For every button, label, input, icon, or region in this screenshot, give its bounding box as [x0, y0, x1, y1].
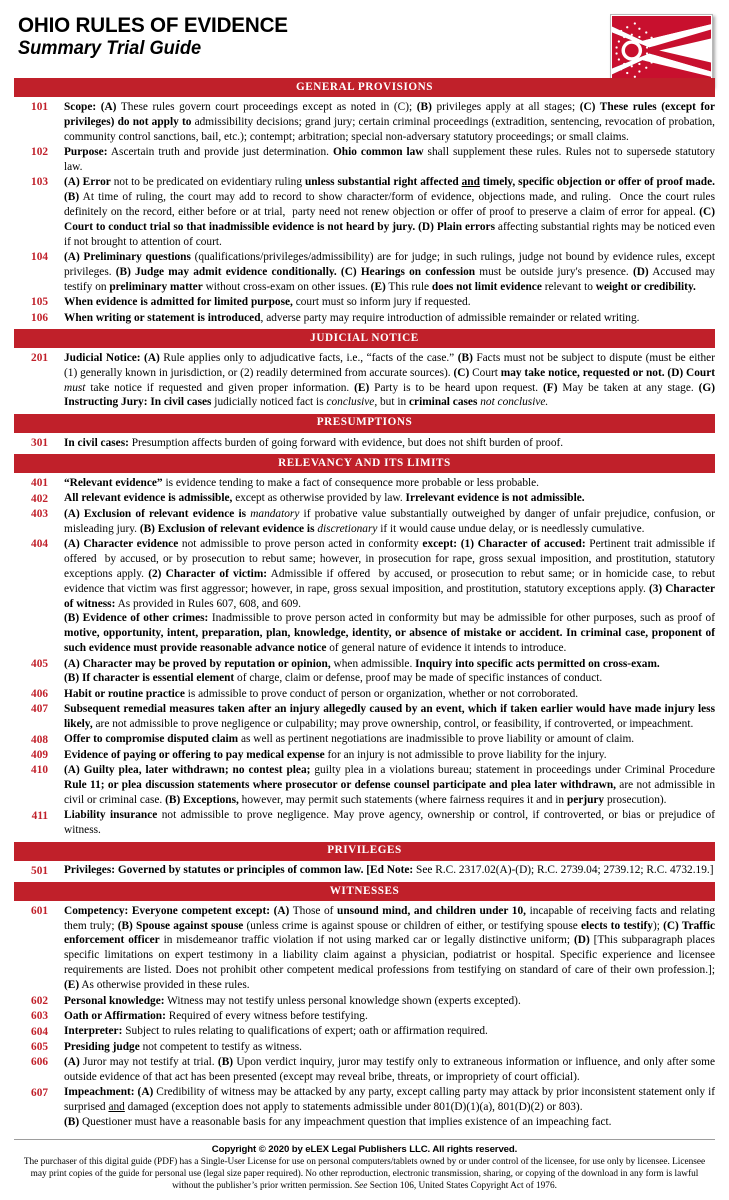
rule-text: Presiding judge not competent to testify as witness.	[64, 1040, 303, 1053]
rule-text: Liability insurance not admissible to prove negligence. May prove agency, ownership or control, if controverted, or bias or prejudice of witness.	[64, 809, 715, 837]
rule-number: 101	[31, 100, 48, 113]
rule-number: 106	[31, 311, 48, 324]
rule-text: (A) Character may be proved by reputation or opinion, when admissible. Inquiry into specific acts permitted on cross-exam. (B) If character is essential element of charge, claim or defense, proof may be made of specific instances of conduct.	[64, 657, 660, 685]
license-notice: The purchaser of this digital guide (PDF) has a Single-User License for use on personal computers/tablets owned by or under control of the licensee, for use only by licensee. Licensee may print copies of the guide for personal use (legal size paper required). No other reproduction, electronic transmission, sharing, or copying of the download in any form is lawful without the publisher’s prior written permission. See Section 106, United States Copyright Act of 1976.	[23, 1156, 706, 1191]
rule-row	[14, 1085, 715, 1130]
rule-number: 407	[31, 703, 48, 716]
rule-number: 601	[31, 904, 48, 917]
rules-list	[14, 100, 715, 326]
rule-number: 105	[31, 296, 48, 309]
rule-text: When evidence is admitted for limited purpose, court must so inform jury if requested.	[64, 296, 471, 309]
rule-row	[14, 808, 715, 838]
rule-row	[14, 1009, 715, 1024]
rule-number: 411	[31, 809, 48, 822]
rule-row	[14, 994, 715, 1009]
rule-text: All relevant evidence is admissible, except as otherwise provided by law. Irrelevant evidence is not admissible.	[64, 492, 585, 505]
rule-text: Personal knowledge: Witness may not testify unless personal knowledge shown (experts excepted).	[64, 994, 521, 1007]
rule-number: 607	[31, 1086, 48, 1099]
rule-number: 405	[31, 657, 48, 670]
rule-number: 602	[31, 994, 48, 1007]
rule-row	[14, 537, 715, 656]
rule-text: (A) Error not to be predicated on evidentiary ruling unless substantial right affected and timely, specific objection or offer of proof made. (B) At time of ruling, the court may add to record to show character/form of evidence, objections made, and ruling. Once the court rules definitely on the record, either before or at trial, party need not renew objection or offer of proof to preserve a claim of error for appeal. (C) Court to conduct trial so that inadmissible evidence is not heard by jury. (D) Plain errors affecting substantial rights may be noticed even if not brought to attention of court.	[64, 176, 715, 248]
rule-row	[14, 311, 715, 326]
rule-row	[14, 687, 715, 702]
rule-row	[14, 507, 715, 537]
rule-number: 501	[31, 864, 48, 877]
rule-number: 103	[31, 176, 48, 189]
rule-row	[14, 702, 715, 732]
rule-number: 406	[31, 687, 48, 700]
rule-number: 201	[31, 351, 48, 364]
section-heading-bar: PRESUMPTIONS	[14, 414, 715, 433]
rule-text: (A) Preliminary questions (qualifications/privileges/admissibility) are for judge; in such rulings, judge not bound by evidence rules, except privileges. (B) Judge may admit evidence conditionally. (C) Hearings on confession must be outside jury's presence. (D) Accused may testify on preliminary matter without cross-exam on other issues. (E) This rule does not limit evidence relevant to weight or credibility.	[64, 250, 716, 293]
rules-sections	[14, 78, 715, 1131]
rule-number: 404	[31, 538, 48, 551]
rule-text: (A) Exclusion of relevant evidence is mandatory if probative value substantially outweighed by danger of unfair prejudice, confusion, or misleading jury. (B) Exclusion of relevant evidence is discretionary if it would cause undue delay, or is needlessly cumulative.	[64, 507, 715, 535]
section-heading-bar: RELEVANCY AND ITS LIMITS	[14, 454, 715, 473]
rule-row	[14, 436, 715, 451]
rule-text: Competency: Everyone competent except: (A) Those of unsound mind, and children under 10, incapable of receiving facts and relating them truly; (B) Spouse against spouse (unless crime is against spouse or children of either, or testifying spouse elects to testify); (C) Traffic enforcement officer in misdemeanor traffic violation if not using marked car or legally distinctive uniform; (D) [This subparagraph places specific limitations on expert testimony in a liability claim against a physician, podiatrist or hospital. Specific experience and licensee requirements are listed. Does not prohibit other competent medical professions from testifying on standard of care of their own profession.]; (E) As otherwise provided in these rules.	[64, 904, 716, 992]
copyright-notice: Copyright © 2020 by eLEX Legal Publishers LLC. All rights reserved.	[211, 1143, 518, 1155]
rule-row	[14, 145, 715, 175]
document-footer	[14, 1139, 715, 1192]
section-heading-bar: PRIVILEGES	[14, 842, 715, 861]
rule-text: Oath or Affirmation: Required of every witness before testifying.	[64, 1009, 368, 1022]
rule-number: 409	[31, 749, 48, 762]
rules-list	[14, 436, 715, 451]
rule-row	[14, 863, 715, 878]
rule-text: Evidence of paying or offering to pay medical expense for an injury is not admissible to prove liability for the injury.	[64, 748, 607, 761]
rule-row	[14, 763, 715, 808]
layout-spacer	[14, 1131, 715, 1139]
rule-row	[14, 1055, 715, 1085]
page-subtitle: Summary Trial Guide	[18, 38, 202, 60]
rule-text: (A) Juror may not testify at trial. (B) Upon verdict inquiry, juror may testify only to extraneous information or influence, and only after some outside evidence of that act has been presented (except may reveal bribe, threats, or impropriety of court official).	[64, 1056, 715, 1084]
rule-row	[14, 476, 715, 491]
rule-number: 402	[31, 492, 48, 505]
rule-number: 104	[31, 251, 48, 264]
section-heading-bar: WITNESSES	[14, 882, 715, 901]
page-title: OHIO RULES OF EVIDENCE	[18, 13, 288, 37]
rule-text: Habit or routine practice is admissible to prove conduct of person or organization, whether or not corroborated.	[64, 687, 579, 700]
rule-number: 604	[31, 1025, 48, 1038]
rule-number: 301	[31, 436, 48, 449]
rule-row	[14, 351, 715, 411]
rule-row	[14, 250, 715, 295]
rule-number: 403	[31, 507, 48, 520]
rule-row	[14, 491, 715, 506]
rule-number: 605	[31, 1040, 48, 1053]
rule-row	[14, 657, 715, 687]
section-heading-bar: JUDICIAL NOTICE	[14, 329, 715, 348]
rule-number: 410	[31, 764, 48, 777]
rule-row	[14, 295, 715, 310]
rule-row	[14, 100, 715, 145]
rule-row	[14, 175, 715, 250]
ohio-flag-svg	[612, 16, 711, 85]
rule-text: (A) Character evidence not admissible to prove person acted in conformity except: (1) Character of accused: Pertinent trait admissible if offered by accused, or by prosecution to rebut same; however, in prosecution for rape, gross sexual imposition, and prostitution, statutory exceptions apply. (2) Character of victim: Admissible if offered by accused, or prosecution to rebut same; or in homicide case, to rebut evidence that victim was first aggressor; however, in rape, gross sexual imposition, and prostitution, statutory exceptions apply. (3) Character of witness: As provided in Rules 607, 608, and 609. (B) Evidence of other crimes: Inadmissible to prove person acted in conformity but may be admissible for other purposes, such as proof of motive, opportunity, intent, preparation, plan, knowledge, identity, or absence of mistake or accident. In criminal case, proponent of such evidence must provide reasonable advance notice of general nature of evidence it intends to introduce.	[64, 537, 716, 655]
rule-number: 401	[31, 477, 48, 490]
document-masthead	[14, 0, 715, 78]
rule-row	[14, 1024, 715, 1039]
section-heading-bar: GENERAL PROVISIONS	[14, 78, 715, 97]
rule-number: 603	[31, 1010, 48, 1023]
ohio-flag-icon	[610, 14, 713, 87]
rule-text: When writing or statement is introduced, adverse party may require introduction of admissible remainder or related writing.	[64, 311, 640, 324]
rule-number: 606	[31, 1056, 48, 1069]
rule-text: Privileges: Governed by statutes or principles of common law. [Ed Note: See R.C. 2317.02(A)-(D); R.C. 2739.04; 2739.12; R.C. 4732.19.]	[64, 864, 714, 877]
rule-row	[14, 748, 715, 763]
rule-text: (A) Guilty plea, later withdrawn; no contest plea; guilty plea in a violations bureau; statement in proceedings under Criminal Procedure Rule 11; or plea discussion statements where prosecutor or defense counsel participate and plea later withdrawn, are not admissible in civil or criminal case. (B) Exceptions, however, may permit such statements (where fairness requires it and in perjury prosecution).	[64, 764, 715, 807]
rule-text: Interpreter: Subject to rules relating to qualifications of expert; oath or affirmation required.	[64, 1025, 488, 1038]
rule-text: “Relevant evidence” is evidence tending to make a fact of consequence more probable or less probable.	[64, 476, 540, 489]
rules-list	[14, 476, 715, 838]
rules-list	[14, 904, 715, 1130]
rule-text: Subsequent remedial measures taken after an injury allegedly caused by an event, which if taken earlier would have made injury less likely, are not admissible to prove negligence or culpability; may prove ownership, control, or feasibility, if controverted, or impeachment.	[64, 703, 715, 731]
rule-text: Offer to compromise disputed claim as well as pertinent negotiations are inadmissible to prove liability or amount of claim.	[64, 733, 635, 746]
rule-number: 102	[31, 146, 48, 159]
rules-list	[14, 351, 715, 411]
rule-row	[14, 1040, 715, 1055]
rule-row	[14, 904, 715, 993]
rule-text: Scope: (A) These rules govern court proceedings except as noted in (C); (B) privileges apply at all stages; (C) These rules (except for privileges) do not apply to admissibility decisions; grand jury; certain criminal proceedings (extradition, sentencing, revocation of probation, community control sanctions, bail, etc.); contempt; arbitration; special non-adversary statutory proceedings; or small claims.	[64, 100, 715, 143]
rules-list	[14, 863, 715, 878]
rule-text: Judicial Notice: (A) Rule applies only to adjudicative facts, i.e., “facts of the case.” (B) Facts must not be subject to dispute (must be either (1) generally known in jurisdiction, or (2) readily determined from accurate sources). (C) Court may take notice, requested or not. (D) Court must take notice if requested and given proper information. (E) Party is to be heard upon request. (F) May be taken at any stage. (G) Instructing Jury: In civil cases judicially noticed fact is conclusive, but in criminal cases not conclusive.	[64, 351, 716, 409]
rule-text: Impeachment: (A) Credibility of witness may be attacked by any party, except calling party may attack by prior inconsistent statement only if surprised and damaged (exception does not apply to statements admissible under 801(D)(1)(a), 801(D)(2) or 803). (B) Questioner must have a reasonable basis for any impeachment question that implies existence of an impeaching fact.	[64, 1086, 716, 1129]
rule-row	[14, 732, 715, 747]
title-block	[14, 14, 299, 61]
rule-text: In civil cases: Presumption affects burden of going forward with evidence, but does not shift burden of proof.	[64, 436, 564, 449]
rule-number: 408	[31, 733, 48, 746]
rule-text: Purpose: Ascertain truth and provide just determination. Ohio common law shall supplement these rules. Rules not to supersede statutory law.	[64, 145, 716, 173]
